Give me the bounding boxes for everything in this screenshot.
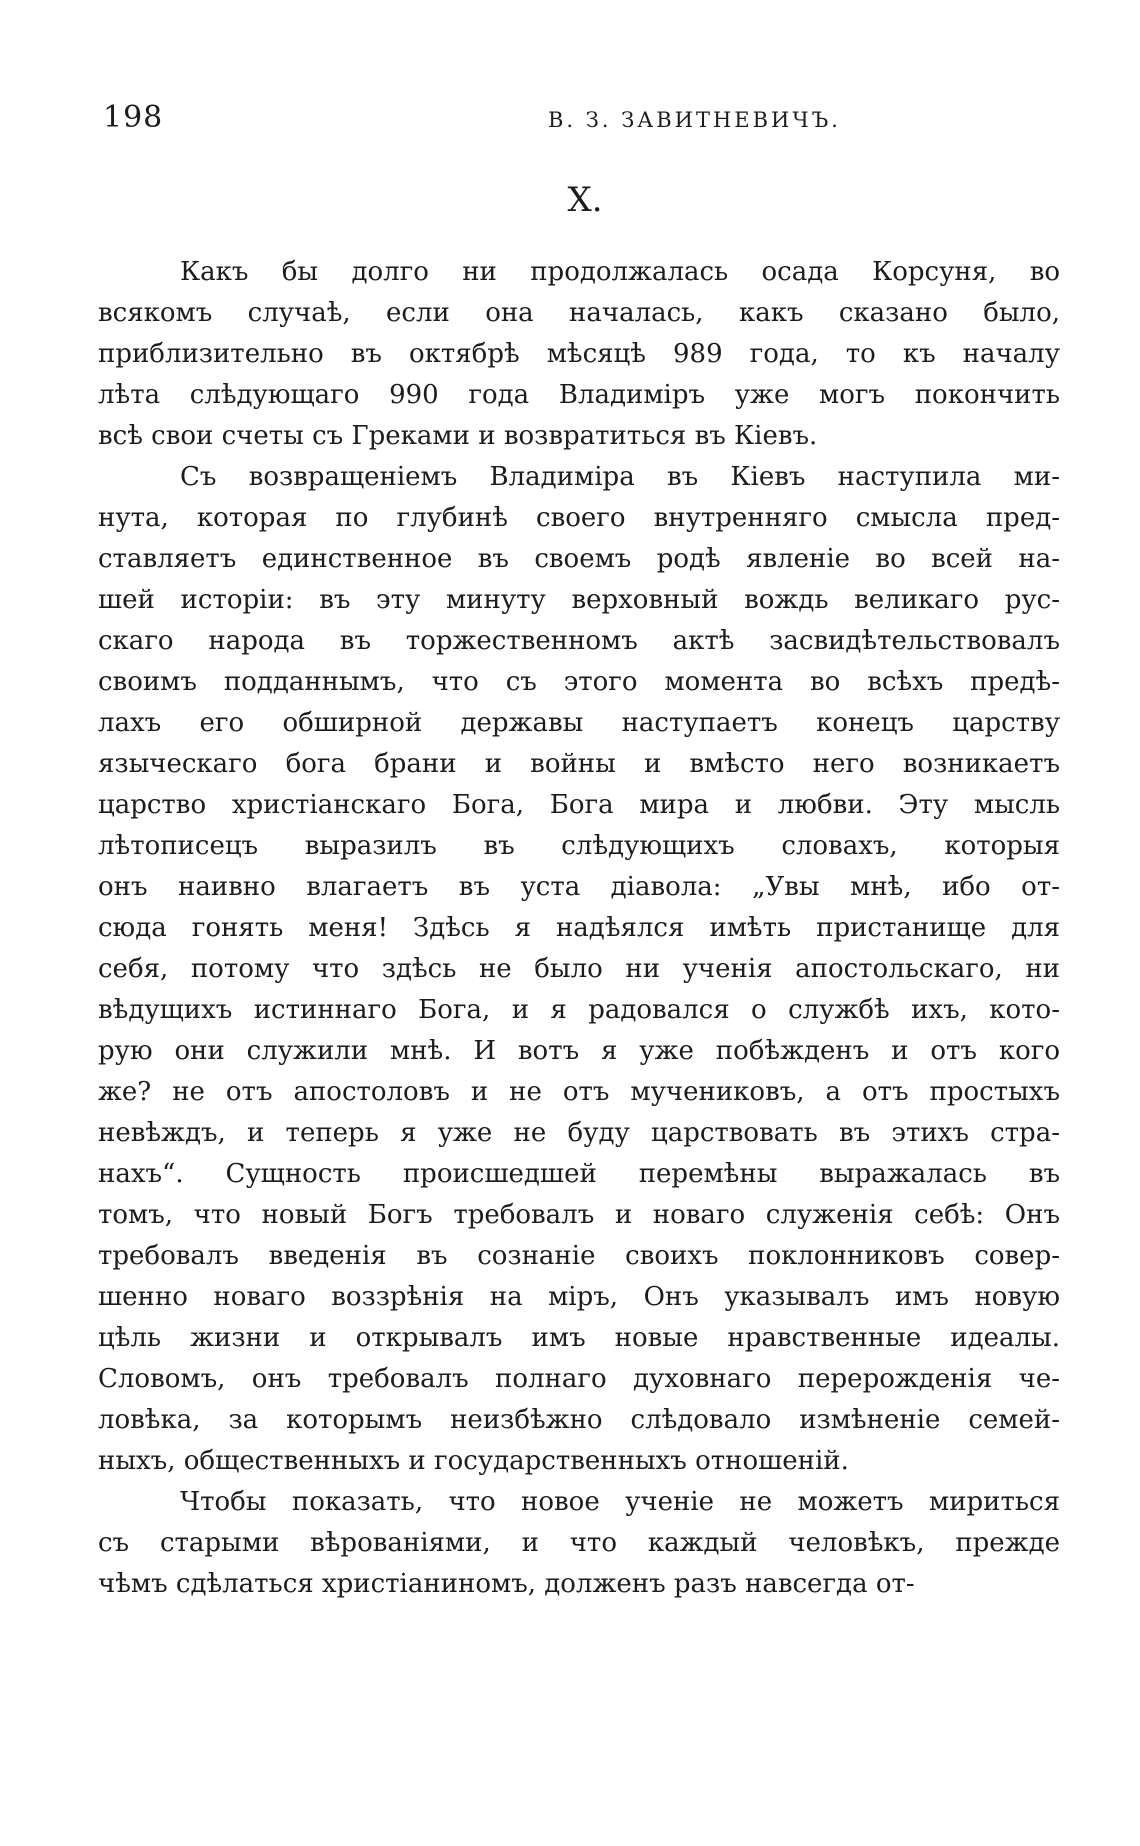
text-line: лахъ его обширной державы наступаетъ конецъ царству: [98, 708, 1060, 738]
text-line: лѣта слѣдующаго 990 года Владиміръ уже могъ покончить: [98, 380, 1060, 410]
text-line: требовалъ введенія въ сознаніе своихъ поклонниковъ совер-: [98, 1241, 1060, 1271]
text-line: вѣдущихъ истиннаго Бога, и я радовался о службѣ ихъ, кото-: [98, 995, 1060, 1025]
text-line: шей исторіи: въ эту минуту верховный вождь великаго рус-: [98, 585, 1060, 615]
text-line: Чтобы показать, что новое ученіе не можетъ мириться: [180, 1487, 1060, 1517]
text-line: шенно новаго воззрѣнія на міръ, Онъ указывалъ имъ новую: [98, 1282, 1060, 1312]
running-head: В. З. ЗАВИТНЕВИЧЪ.: [548, 108, 841, 132]
text-line: приблизительно въ октябрѣ мѣсяцѣ 989 года, то къ началу: [98, 339, 1060, 369]
text-line: всѣ свои счеты съ Греками и возвратиться въ Кіевъ.: [98, 421, 818, 451]
paragraph: [98, 1482, 1060, 1605]
page-number: 198: [103, 100, 164, 135]
text-line: цѣль жизни и открывалъ имъ новые нравственные идеалы.: [98, 1323, 1060, 1353]
text-line: томъ, что новый Богъ требовалъ и новаго служенія себѣ: Онъ: [98, 1200, 1060, 1230]
text-line: лѣтописецъ выразилъ въ слѣдующихъ словахъ, которыя: [98, 831, 1060, 861]
text-line: Какъ бы долго ни продолжалась осада Корсуня, во: [180, 257, 1060, 287]
text-line: царство христіанскаго Бога, Бога мира и любви. Эту мысль: [98, 790, 1060, 820]
text-line: себя, потому что здѣсь не было ни ученія апостольскаго, ни: [98, 954, 1060, 984]
text-line: сюда гонять меня! Здѣсь я надѣялся имѣть пристанище для: [98, 913, 1060, 943]
text-line: нахъ“. Сущность происшедшей перемѣны выражалась въ: [98, 1159, 1060, 1189]
body-text: [98, 252, 1060, 1605]
paragraph: [98, 457, 1060, 1482]
text-line: Съ возвращеніемъ Владиміра въ Кіевъ наступила ми-: [180, 462, 1060, 492]
text-line: ловѣка, за которымъ неизбѣжно слѣдовало измѣненіе семей-: [98, 1405, 1060, 1435]
text-line: онъ наивно влагаетъ въ уста діавола: „Увы мнѣ, ибо от-: [98, 872, 1060, 902]
text-line: всякомъ случаѣ, если она началась, какъ сказано было,: [98, 298, 1060, 328]
text-line: чѣмъ сдѣлаться христіаниномъ, долженъ разъ навсегда от-: [98, 1569, 915, 1599]
page-header: [103, 100, 1063, 140]
text-line: языческаго бога брани и войны и вмѣсто него возникаетъ: [98, 749, 1060, 779]
text-line: рую они служили мнѣ. И вотъ я уже побѣжденъ и отъ кого: [98, 1036, 1060, 1066]
text-line: Словомъ, онъ требовалъ полнаго духовнаго перерожденія че-: [98, 1364, 1060, 1394]
text-line: невѣждъ, и теперь я уже не буду царствовать въ этихъ стра-: [98, 1118, 1060, 1148]
text-line: съ старыми вѣрованіями, и что каждый человѣкъ, прежде: [98, 1528, 1060, 1558]
text-line: нута, которая по глубинѣ своего внутренняго смысла пред-: [98, 503, 1060, 533]
text-line: же? не отъ апостоловъ и не отъ мучениковъ, а отъ простыхъ: [98, 1077, 1060, 1107]
text-line: ныхъ, общественныхъ и государственныхъ отношеній.: [98, 1446, 849, 1476]
text-line: ставляетъ единственное въ своемъ родѣ явленіе во всей на-: [98, 544, 1060, 574]
paragraph: [98, 252, 1060, 457]
text-line: своимъ подданнымъ, что съ этого момента во всѣхъ предѣ-: [98, 667, 1060, 697]
section-title: X.: [567, 180, 603, 220]
text-line: скаго народа въ торжественномъ актѣ засвидѣтельствовалъ: [98, 626, 1060, 656]
